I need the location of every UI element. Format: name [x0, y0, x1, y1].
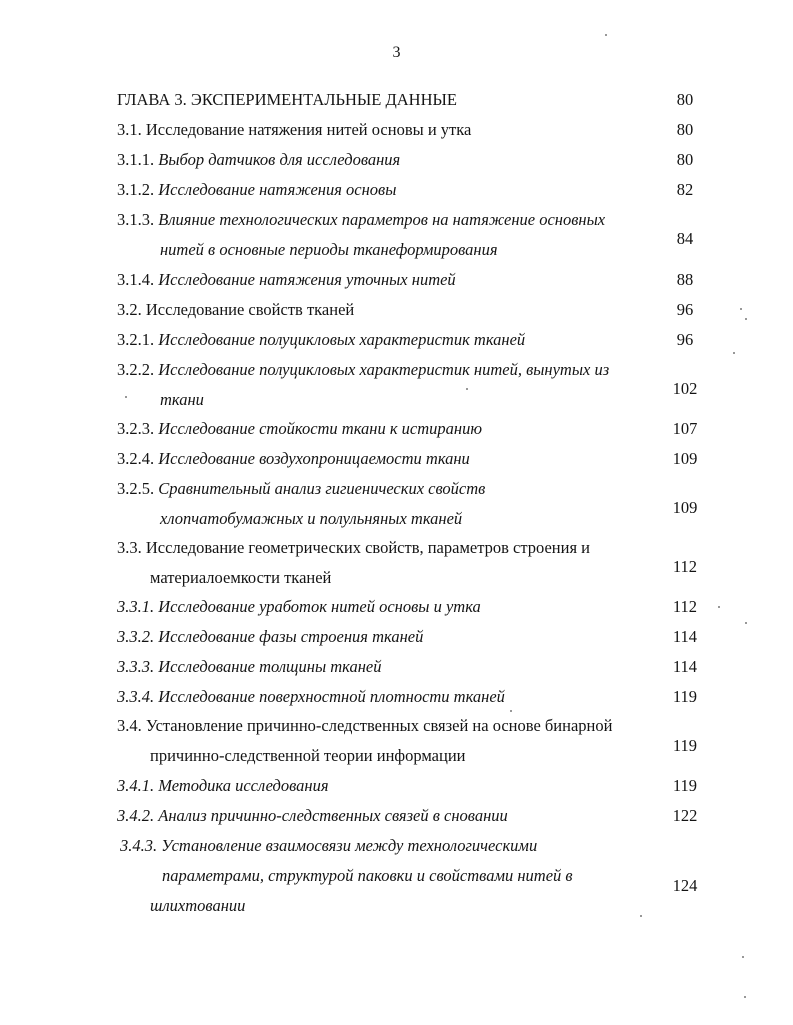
scan-speck: [744, 996, 746, 998]
toc-entry-title: 3.1.4. Исследование натяжения уточных нитей: [117, 270, 456, 289]
toc-entry-title: 3.2. Исследование свойств тканей: [117, 300, 355, 319]
toc-entry-title: 3.1. Исследование натяжения нитей основы и утка: [117, 120, 472, 139]
toc-entry-title: 3.2.2. Исследование полуцикловых характеристик нитей, вынутых из: [117, 360, 610, 379]
scan-speck: [466, 388, 468, 390]
scan-speck: [125, 396, 127, 398]
toc-entry-title: 3.3.4. Исследование поверхностной плотности тканей: [117, 687, 505, 706]
toc-entry-page: 112: [672, 557, 698, 576]
toc-entry-title: 3.4.3. Установление взаимосвязи между технологическими: [120, 836, 538, 855]
toc-entry-title-continued: шлихтовании: [150, 896, 246, 915]
scan-speck: [745, 318, 747, 320]
toc-entry-page: 109: [672, 449, 698, 468]
toc-entry-page: 80: [676, 90, 694, 109]
toc-entry-page: 109: [672, 498, 698, 517]
toc-entry-page: 96: [676, 300, 694, 319]
toc-entry-page: 114: [672, 627, 698, 646]
toc-entry-title: 3.3. Исследование геометрических свойств, параметров строения и: [117, 538, 591, 557]
toc-entry-title: 3.1.2. Исследование натяжения основы: [117, 180, 397, 199]
toc-entry-page: 112: [672, 597, 698, 616]
toc-entry-page: 119: [672, 687, 698, 706]
toc-entry-page: 82: [676, 180, 694, 199]
toc-entry-page: 119: [672, 736, 698, 755]
scan-speck: [640, 915, 642, 917]
scan-speck: [718, 606, 720, 608]
toc-entry-page: 122: [672, 806, 698, 825]
toc-entry-page: 84: [676, 229, 694, 248]
toc-entry-title: ГЛАВА 3. ЭКСПЕРИМЕНТАЛЬНЫЕ ДАННЫЕ: [117, 90, 457, 109]
scan-speck: [605, 34, 607, 36]
toc-entry-page: 124: [672, 876, 698, 895]
toc-entry-title-continued: параметрами, структурой паковки и свойствами нитей в: [162, 866, 573, 885]
toc-entry-page: 107: [672, 419, 698, 438]
toc-entry-title: 3.3.2. Исследование фазы строения тканей: [117, 627, 424, 646]
toc-entry-title: 3.4.1. Методика исследования: [117, 776, 329, 795]
toc-entry-title: 3.1.1. Выбор датчиков для исследования: [117, 150, 401, 169]
toc-entry-title-continued: причинно-следственной теории информации: [150, 746, 466, 765]
toc-entry-page: 88: [676, 270, 694, 289]
toc-entry-page: 119: [672, 776, 698, 795]
toc-entry-title: 3.3.3. Исследование толщины тканей: [117, 657, 382, 676]
toc-entry-page: 80: [676, 150, 694, 169]
page-number: 3: [392, 44, 401, 61]
toc-entry-page: 80: [676, 120, 694, 139]
toc-entry-title-continued: материалоемкости тканей: [150, 568, 332, 587]
toc-entry-title: 3.2.4. Исследование воздухопроницаемости ткани: [117, 449, 470, 468]
toc-entry-page: 114: [672, 657, 698, 676]
toc-entry-title: 3.3.1. Исследование уработок нитей основы и утка: [117, 597, 481, 616]
scan-speck: [510, 710, 512, 712]
scan-speck: [740, 308, 742, 310]
scan-speck: [745, 622, 747, 624]
toc-entry-title: 3.4. Установление причинно-следственных связей на основе бинарной: [117, 716, 613, 735]
toc-entry-title-continued: хлопчатобумажных и полульняных тканей: [160, 509, 463, 528]
toc-entry-page: 102: [672, 379, 698, 398]
toc-entry-title: 3.4.2. Анализ причинно-следственных связей в сновании: [117, 806, 508, 825]
toc-entry-title: 3.2.5. Сравнительный анализ гигиенических свойств: [117, 479, 486, 498]
scan-speck: [733, 352, 735, 354]
toc-entry-title-continued: ткани: [160, 390, 204, 409]
toc-entry-title: 3.2.1. Исследование полуцикловых характеристик тканей: [117, 330, 526, 349]
toc-entry-title-continued: нитей в основные периоды тканеформирования: [160, 240, 498, 259]
scan-speck: [742, 956, 744, 958]
toc-entry-title: 3.2.3. Исследование стойкости ткани к истиранию: [117, 419, 482, 438]
toc-entry-page: 96: [676, 330, 694, 349]
toc-entry-title: 3.1.3. Влияние технологических параметров на натяжение основных: [117, 210, 606, 229]
